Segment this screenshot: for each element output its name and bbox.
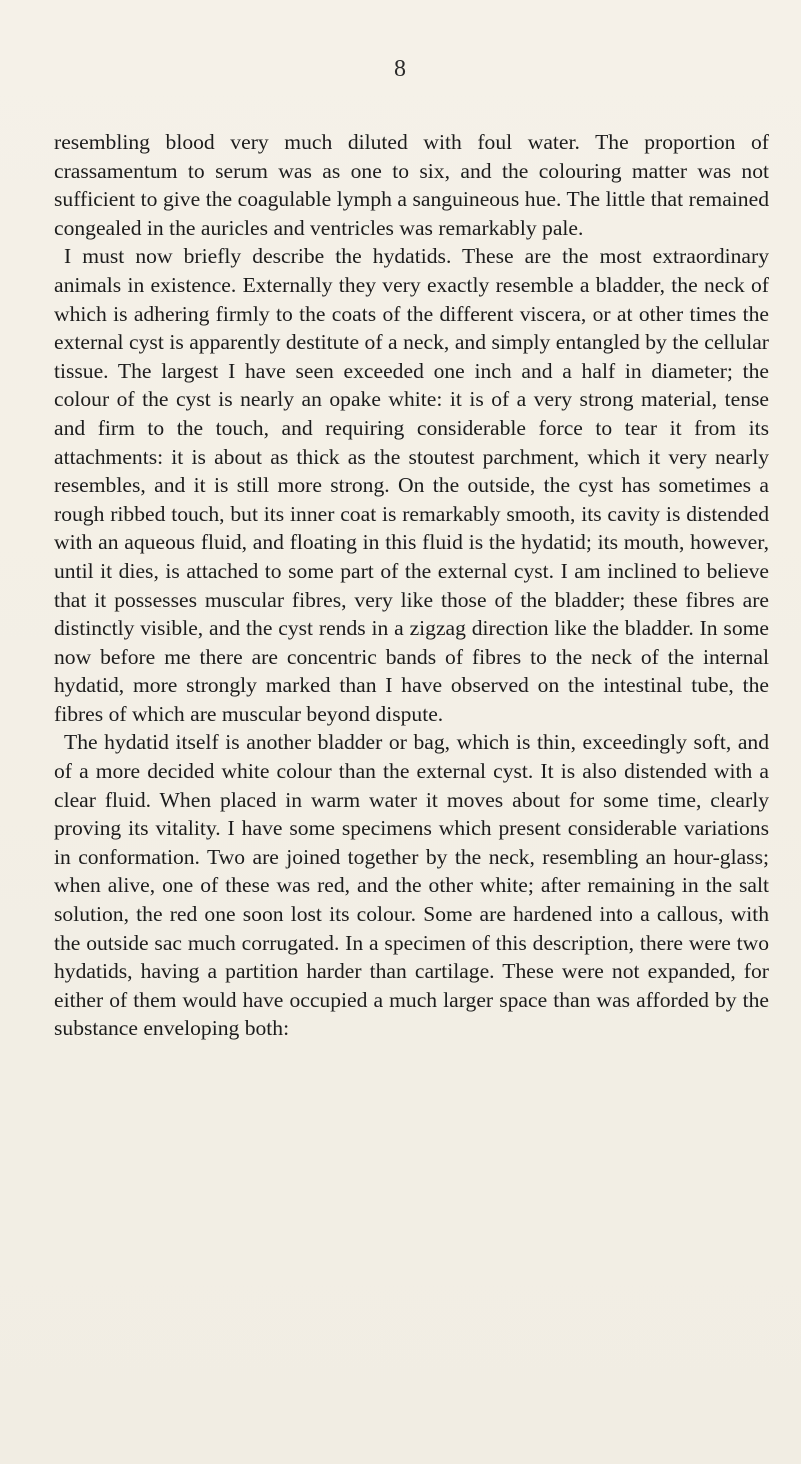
body-text xyxy=(54,128,769,1043)
paragraph-hydatids-description: I must now briefly describe the hydatids. These are the most extraordinary animals in existence. Externally they very exactly resemble a bladder, the neck of which is adhering firmly to the coats of the different viscera, or at other times the external cyst is apparently destitute of a neck, and simply entangled by the cellular tissue. The largest I have seen exceeded one inch and a half in diameter; the colour of the cyst is nearly an opake white: it is of a very strong material, tense and firm to the touch, and requiring considerable force to tear it from its attachments: it is about as thick as the stoutest parchment, which it very nearly resembles, and it is still more strong. On the outside, the cyst has sometimes a rough ribbed touch, but its inner coat is remarkably smooth, its cavity is distended with an aqueous fluid, and floating in this fluid is the hydatid; its mouth, however, until it dies, is attached to some part of the external cyst. I am inclined to believe that it possesses muscular fibres, very like those of the bladder; these fibres are distinctly visible, and the cyst rends in a zigzag direction like the bladder. In some now before me there are concentric bands of fibres to the neck of the internal hydatid, more strongly marked than I have observed on the intestinal tube, the fibres of which are muscular beyond dispute. xyxy=(54,244,769,726)
page-number: 8 xyxy=(394,56,407,82)
paragraph-continuation: resembling blood very much diluted with foul water. The proportion of crassamentum to serum was as one to six, and the colouring matter was not sufficient to give the coagulable lymph a sanguineous hue. The little that remained congealed in the auricles and ventricles was remarkably pale. xyxy=(54,130,769,240)
paragraph-hydatid-itself: The hydatid itself is another bladder or bag, which is thin, exceedingly soft, and of a more decided white colour than the external cyst. It is also distended with a clear fluid. When placed in warm water it moves about for some time, clearly proving its vitality. I have some specimens which present considerable variations in conformation. Two are joined together by the neck, resembling an hour-glass; when alive, one of these was red, and the other white; after remaining in the salt solution, the red one soon lost its colour. Some are hardened into a callous, with the outside sac much corrugated. In a specimen of this description, there were two hydatids, having a partition harder than cartilage. These were not expanded, for either of them would have occupied a much larger space than was afforded by the substance enveloping both: xyxy=(54,730,769,1041)
